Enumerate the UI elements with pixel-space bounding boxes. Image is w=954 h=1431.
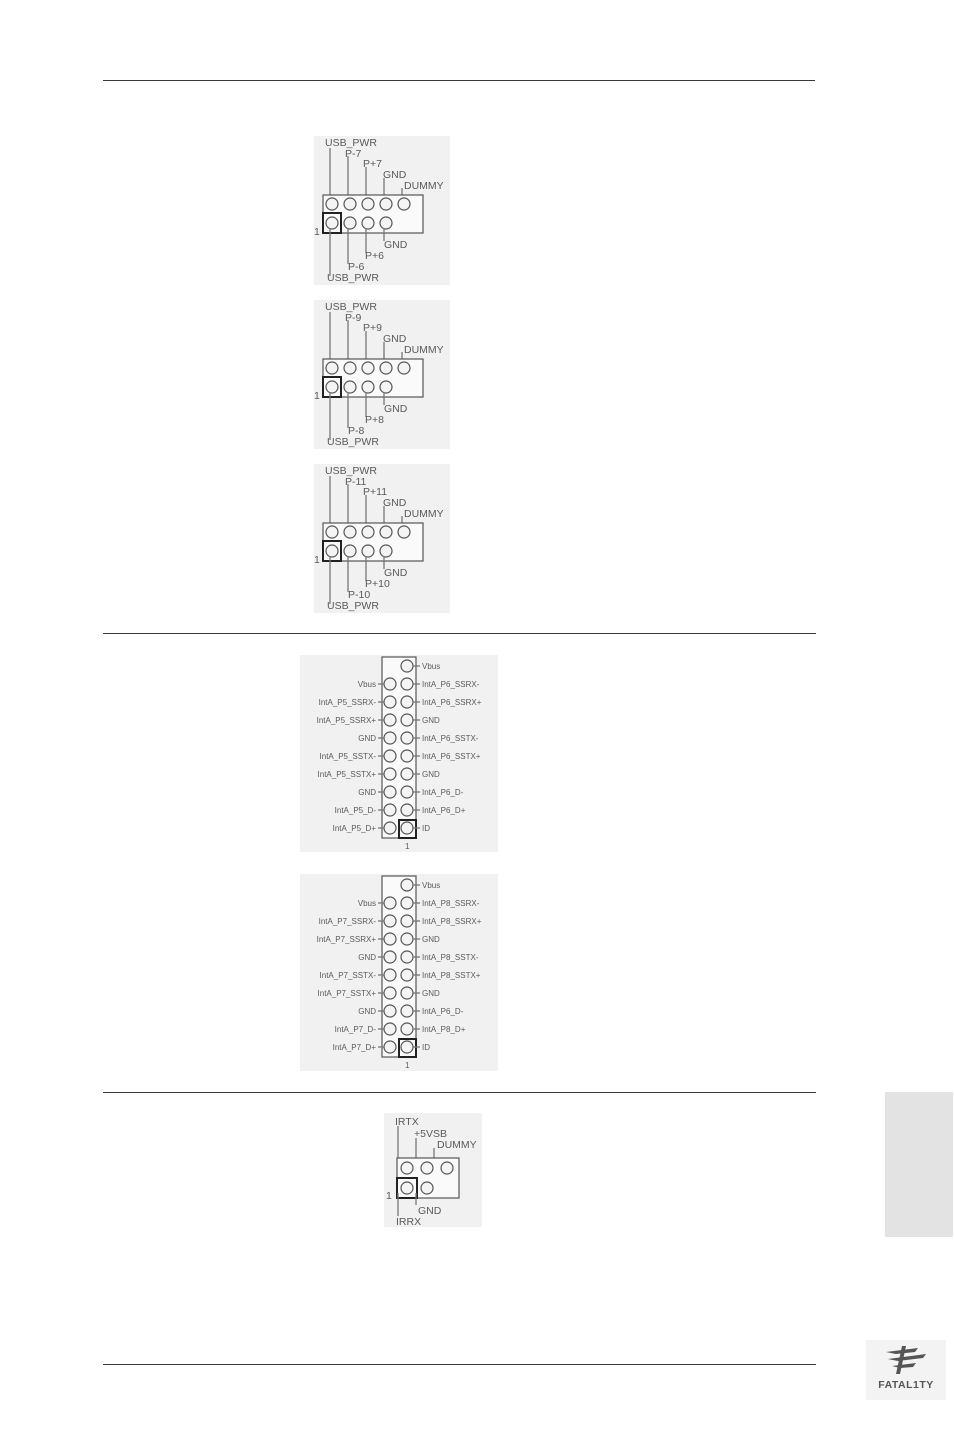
pin-label-p-minus-bottom: P-6	[348, 261, 365, 273]
pin-label-right-vbus: Vbus	[422, 662, 441, 671]
usb2-header-diagram-2	[314, 300, 450, 449]
pin-label-left: IntA_P7_D-	[334, 1025, 376, 1034]
pin-label-right: IntA_P8_D+	[422, 1025, 466, 1034]
pin-label-irrx: IRRX	[396, 1216, 422, 1227]
pin-label-gnd-bottom: GND	[384, 403, 408, 415]
pin-label-usb-pwr-top: USB_PWR	[325, 137, 377, 149]
pin-label-p-minus-top: P-9	[345, 312, 362, 324]
logo-text: FATAL1TY	[878, 1379, 934, 1391]
pin-label-left: IntA_P5_SSTX-	[319, 752, 376, 761]
pin-label-p-plus-bottom: P+10	[365, 578, 390, 590]
pin-label-dummy: DUMMY	[404, 344, 444, 356]
pin-label-left: IntA_P5_SSRX-	[318, 698, 376, 707]
pin-label-left: IntA_P5_SSTX+	[317, 770, 376, 779]
header-rule	[103, 80, 815, 81]
pin-label-right-vbus: Vbus	[422, 881, 441, 890]
pin-label-gnd-bottom: GND	[384, 239, 408, 251]
pin-label-p-plus-bottom: P+6	[365, 250, 384, 262]
pin-label-gnd: GND	[418, 1205, 442, 1217]
pin-label-left: IntA_P5_D-	[334, 806, 376, 815]
pin-label-left: IntA_P5_SSRX+	[316, 716, 376, 725]
usb3-header-diagram-1	[300, 655, 498, 852]
pin-label-p-plus-top: P+7	[363, 158, 382, 170]
pin-label-p-minus-top: P-11	[345, 476, 367, 488]
pin-label-gnd-bottom: GND	[384, 567, 408, 579]
section-divider-1	[103, 633, 816, 634]
pin-label-usb-pwr-top: USB_PWR	[325, 301, 377, 313]
pin-label-right: GND	[422, 770, 440, 779]
pin-label-right: IntA_P6_D+	[422, 806, 466, 815]
ir-header-diagram	[384, 1113, 482, 1227]
pin-label-usb-pwr-top: USB_PWR	[325, 465, 377, 477]
pin-label-irtx: IRTX	[395, 1116, 419, 1128]
usb2-header-diagram-3	[314, 464, 450, 613]
pin-label-usb-pwr-bottom: USB_PWR	[327, 600, 379, 612]
pin-label-gnd-top: GND	[383, 169, 407, 181]
pin-label-left: GND	[358, 788, 376, 797]
pin-1-marker: 1	[405, 1061, 410, 1070]
pin-label-right: IntA_P8_SSTX+	[422, 971, 481, 980]
pin-label-right: IntA_P8_SSRX+	[422, 917, 482, 926]
section-divider-2	[103, 1092, 816, 1093]
pin-label-gnd-top: GND	[383, 333, 407, 345]
pin-label-right: IntA_P6_SSTX+	[422, 752, 481, 761]
pin-label-right: ID	[422, 1043, 430, 1052]
pin-label-usb-pwr-bottom: USB_PWR	[327, 272, 379, 284]
pin-1-marker: 1	[405, 842, 410, 851]
pin-label-left: IntA_P7_SSTX+	[317, 989, 376, 998]
pin-label-right: IntA_P6_D-	[422, 1007, 464, 1016]
pin-label-right: IntA_P6_D-	[422, 788, 464, 797]
pin-label-left: IntA_P7_SSRX+	[316, 935, 376, 944]
pin-label-left: Vbus	[357, 899, 376, 908]
pin-label-right: ID	[422, 824, 430, 833]
pin-label-p-minus-bottom: P-8	[348, 425, 365, 437]
pin-label-5vsb: +5VSB	[414, 1128, 447, 1140]
pin-label-right: IntA_P6_SSRX+	[422, 698, 482, 707]
pin-label-left: IntA_P7_SSRX-	[318, 917, 376, 926]
pin-label-left: GND	[358, 734, 376, 743]
pin-label-right: GND	[422, 989, 440, 998]
pin-label-left: GND	[358, 1007, 376, 1016]
pin-label-p-plus-top: P+11	[363, 486, 388, 498]
pin-label-right: IntA_P6_SSTX-	[422, 734, 479, 743]
pin-label-dummy: DUMMY	[437, 1139, 477, 1151]
pin-label-right: IntA_P8_SSRX-	[422, 899, 480, 908]
pin-label-p-minus-top: P-7	[345, 148, 362, 160]
pin-label-left: GND	[358, 953, 376, 962]
pin-label-right: IntA_P6_SSRX-	[422, 680, 480, 689]
pin-label-dummy: DUMMY	[404, 508, 444, 520]
fatal1ty-logo-icon	[866, 1342, 946, 1378]
pin-label-right: IntA_P8_SSTX-	[422, 953, 479, 962]
pin-label-p-plus-bottom: P+8	[365, 414, 384, 426]
pin-1-marker: 1	[314, 554, 320, 566]
side-tab	[885, 1092, 953, 1237]
pin-label-dummy: DUMMY	[404, 180, 444, 192]
pin-label-p-plus-top: P+9	[363, 322, 382, 334]
pin-label-p-minus-bottom: P-10	[348, 589, 371, 601]
pin-label-right: GND	[422, 716, 440, 725]
pin-1-marker: 1	[386, 1190, 392, 1202]
pin-label-right: GND	[422, 935, 440, 944]
footer-rule	[103, 1364, 816, 1365]
pin-label-gnd-top: GND	[383, 497, 407, 509]
pin-label-usb-pwr-bottom: USB_PWR	[327, 436, 379, 448]
pin-label-left: IntA_P7_SSTX-	[319, 971, 376, 980]
pin-label-left: IntA_P7_D+	[332, 1043, 376, 1052]
usb3-header-diagram-2	[300, 874, 498, 1071]
fatal1ty-logo	[866, 1340, 946, 1400]
pin-1-marker: 1	[314, 390, 320, 402]
usb2-header-diagram-1	[314, 136, 450, 285]
pin-label-left: IntA_P5_D+	[332, 824, 376, 833]
pin-label-left: Vbus	[357, 680, 376, 689]
pin-1-marker: 1	[314, 226, 320, 238]
